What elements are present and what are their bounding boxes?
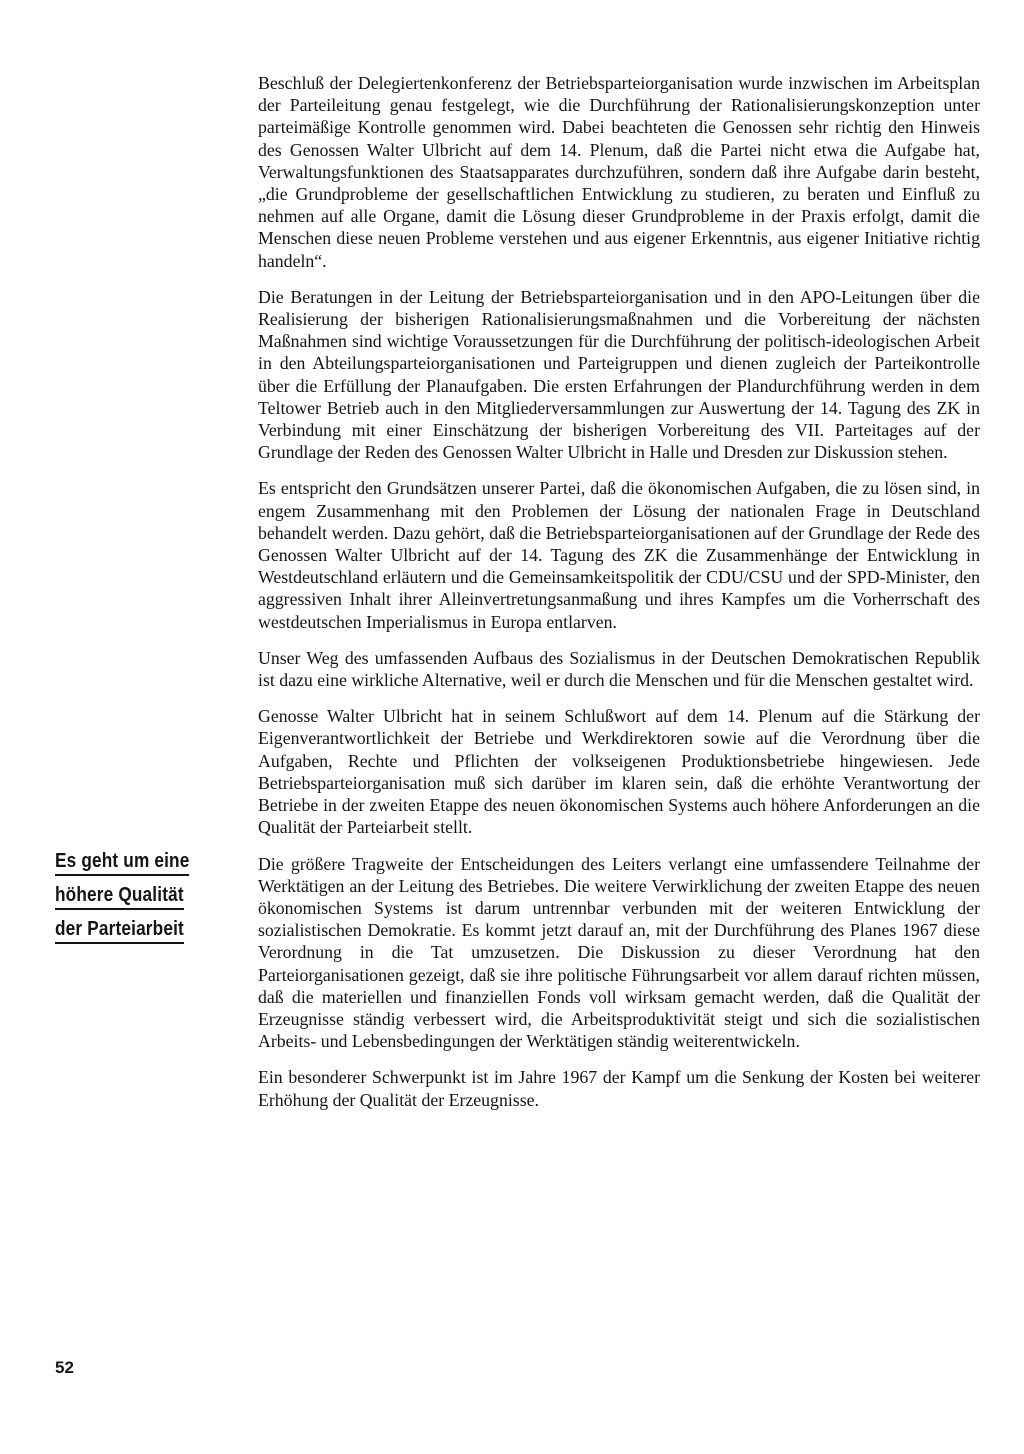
paragraph-5: Genosse Walter Ulbricht hat in seinem Schlußwort auf dem 14. Plenum auf die Stärkung der Eigenverantwortlichkeit der Betriebe und Werkdirektoren sowie auf die Verordnung über die Aufgaben, Rechte und Pflichten der volkseigenen Produktionsbetriebe hingewiesen. Jede Betriebsparteiorganisation muß sich darüber im klaren sein, daß die erhöhte Verantwortung der Betriebe in der zweiten Etappe des neuen ökonomischen Systems auch höhere Anforderungen an die Qualität der Parteiarbeit stellt. <box>258 706 980 838</box>
paragraph-3: Es entspricht den Grundsätzen unserer Partei, daß die ökonomischen Aufgaben, die zu lösen sind, in engem Zusammenhang mit den Problemen der Lösung der nationalen Frage in Deutschland behandelt werden. Dazu gehört, daß die Betriebsparteiorganisationen auf der Grundlage der Rede des Genossen Walter Ulbricht auf der 14. Tagung des ZK die Zusammenhänge der Entwicklung in Westdeutschland erläutern und die Gemeinsamkeitspolitik der CDU/CSU und der SPD-Minister, den aggressiven Inhalt ihrer Alleinvertretungsanmaßung und ihres Kampfes um die Vorherrschaft des westdeutschen Imperialismus in Europa entlarven. <box>258 478 980 632</box>
margin-heading-line-2: höhere Qualität <box>55 882 184 910</box>
paragraph-7: Ein besonderer Schwerpunkt ist im Jahre 1967 der Kampf um die Senkung der Kosten bei weiterer Erhöhung der Qualität der Erzeugnisse. <box>258 1067 980 1110</box>
paragraph-2: Die Beratungen in der Leitung der Betriebsparteiorganisation und in den APO-Leitungen über die Realisierung der bisherigen Rationalisierungsmaßnahmen und die Vorbereitung der nächsten Maßnahmen sind wichtige Voraussetzungen für die Durchführung der politisch-ideologischen Arbeit in den Abteilungsparteiorganisationen und Parteigruppen und dienen zugleich der Parteikontrolle über die Erfüllung der Planaufgaben. Die ersten Erfahrungen der Plandurchführung werden in dem Teltower Betrieb auch in den Mitgliederversammlungen zur Auswertung der 14. Tagung des ZK in Verbindung mit einer Einschätzung der bisherigen Vorbereitung des VII. Parteitages auf der Grundlage der Reden des Genossen Walter Ulbricht in Halle und Dresden zur Diskussion stehen. <box>258 286 980 463</box>
margin-heading-line-1: Es geht um eine <box>55 848 189 876</box>
paragraph-6: Die größere Tragweite der Entscheidungen des Leiters verlangt eine umfassendere Teilnahme der Werktätigen an der Leitung des Betriebes. Die weitere Verwirklichung der zweiten Etappe des neuen ökonomischen Systems ist darum untrennbar verbunden mit der weiteren Entwicklung der sozialistischen Demokratie. Es kommt jetzt darauf an, mit der Durchführung des Planes 1967 diese Verordnung in die Tat umzusetzen. Die Diskussion zu dieser Verordnung hat den Parteiorganisationen gezeigt, daß sie ihre politische Führungsarbeit vor allem darauf richten müssen, daß die materiellen und finanziellen Fonds voll wirksam gemacht werden, daß die Qualität der Erzeugnisse ständig verbessert wird, die Arbeitsproduktivität steigt und sich die sozialistischen Arbeits- und Lebensbedingungen der Werktätigen ständig weiterentwickeln. <box>258 853 980 1052</box>
margin-heading <box>55 846 206 948</box>
main-text-column <box>258 72 980 1111</box>
margin-heading-line-3: der Parteiarbeit <box>55 916 184 944</box>
paragraph-1: Beschluß der Delegiertenkonferenz der Betriebsparteiorganisation wurde inzwischen im Arbeitsplan der Parteileitung genau festgelegt, wie die Durchführung der Rationalisierungskonzeption unter parteimäßige Kontrolle genommen wird. Dabei beachteten die Genossen sehr richtig den Hinweis des Genossen Walter Ulbricht auf dem 14. Plenum, daß die Partei nicht etwa die Aufgabe hat, Verwaltungsfunktionen des Staatsapparates durchzuführen, sondern daß ihre Aufgabe darin besteht, „die Grundprobleme der gesellschaftlichen Entwicklung zu studieren, zu beraten und Einfluß zu nehmen auf alle Organe, damit die Lösung dieser Grundprobleme in der Praxis erfolgt, damit die Menschen diese neuen Probleme verstehen und aus eigener Erkenntnis, aus eigener Initiative richtig handeln“. <box>258 73 980 271</box>
page-number: 52 <box>55 1358 74 1377</box>
paragraph-4: Unser Weg des umfassenden Aufbaus des Sozialismus in der Deutschen Demokratischen Republik ist dazu eine wirkliche Alternative, weil er durch die Menschen und für die Menschen gestaltet wird. <box>258 647 980 691</box>
